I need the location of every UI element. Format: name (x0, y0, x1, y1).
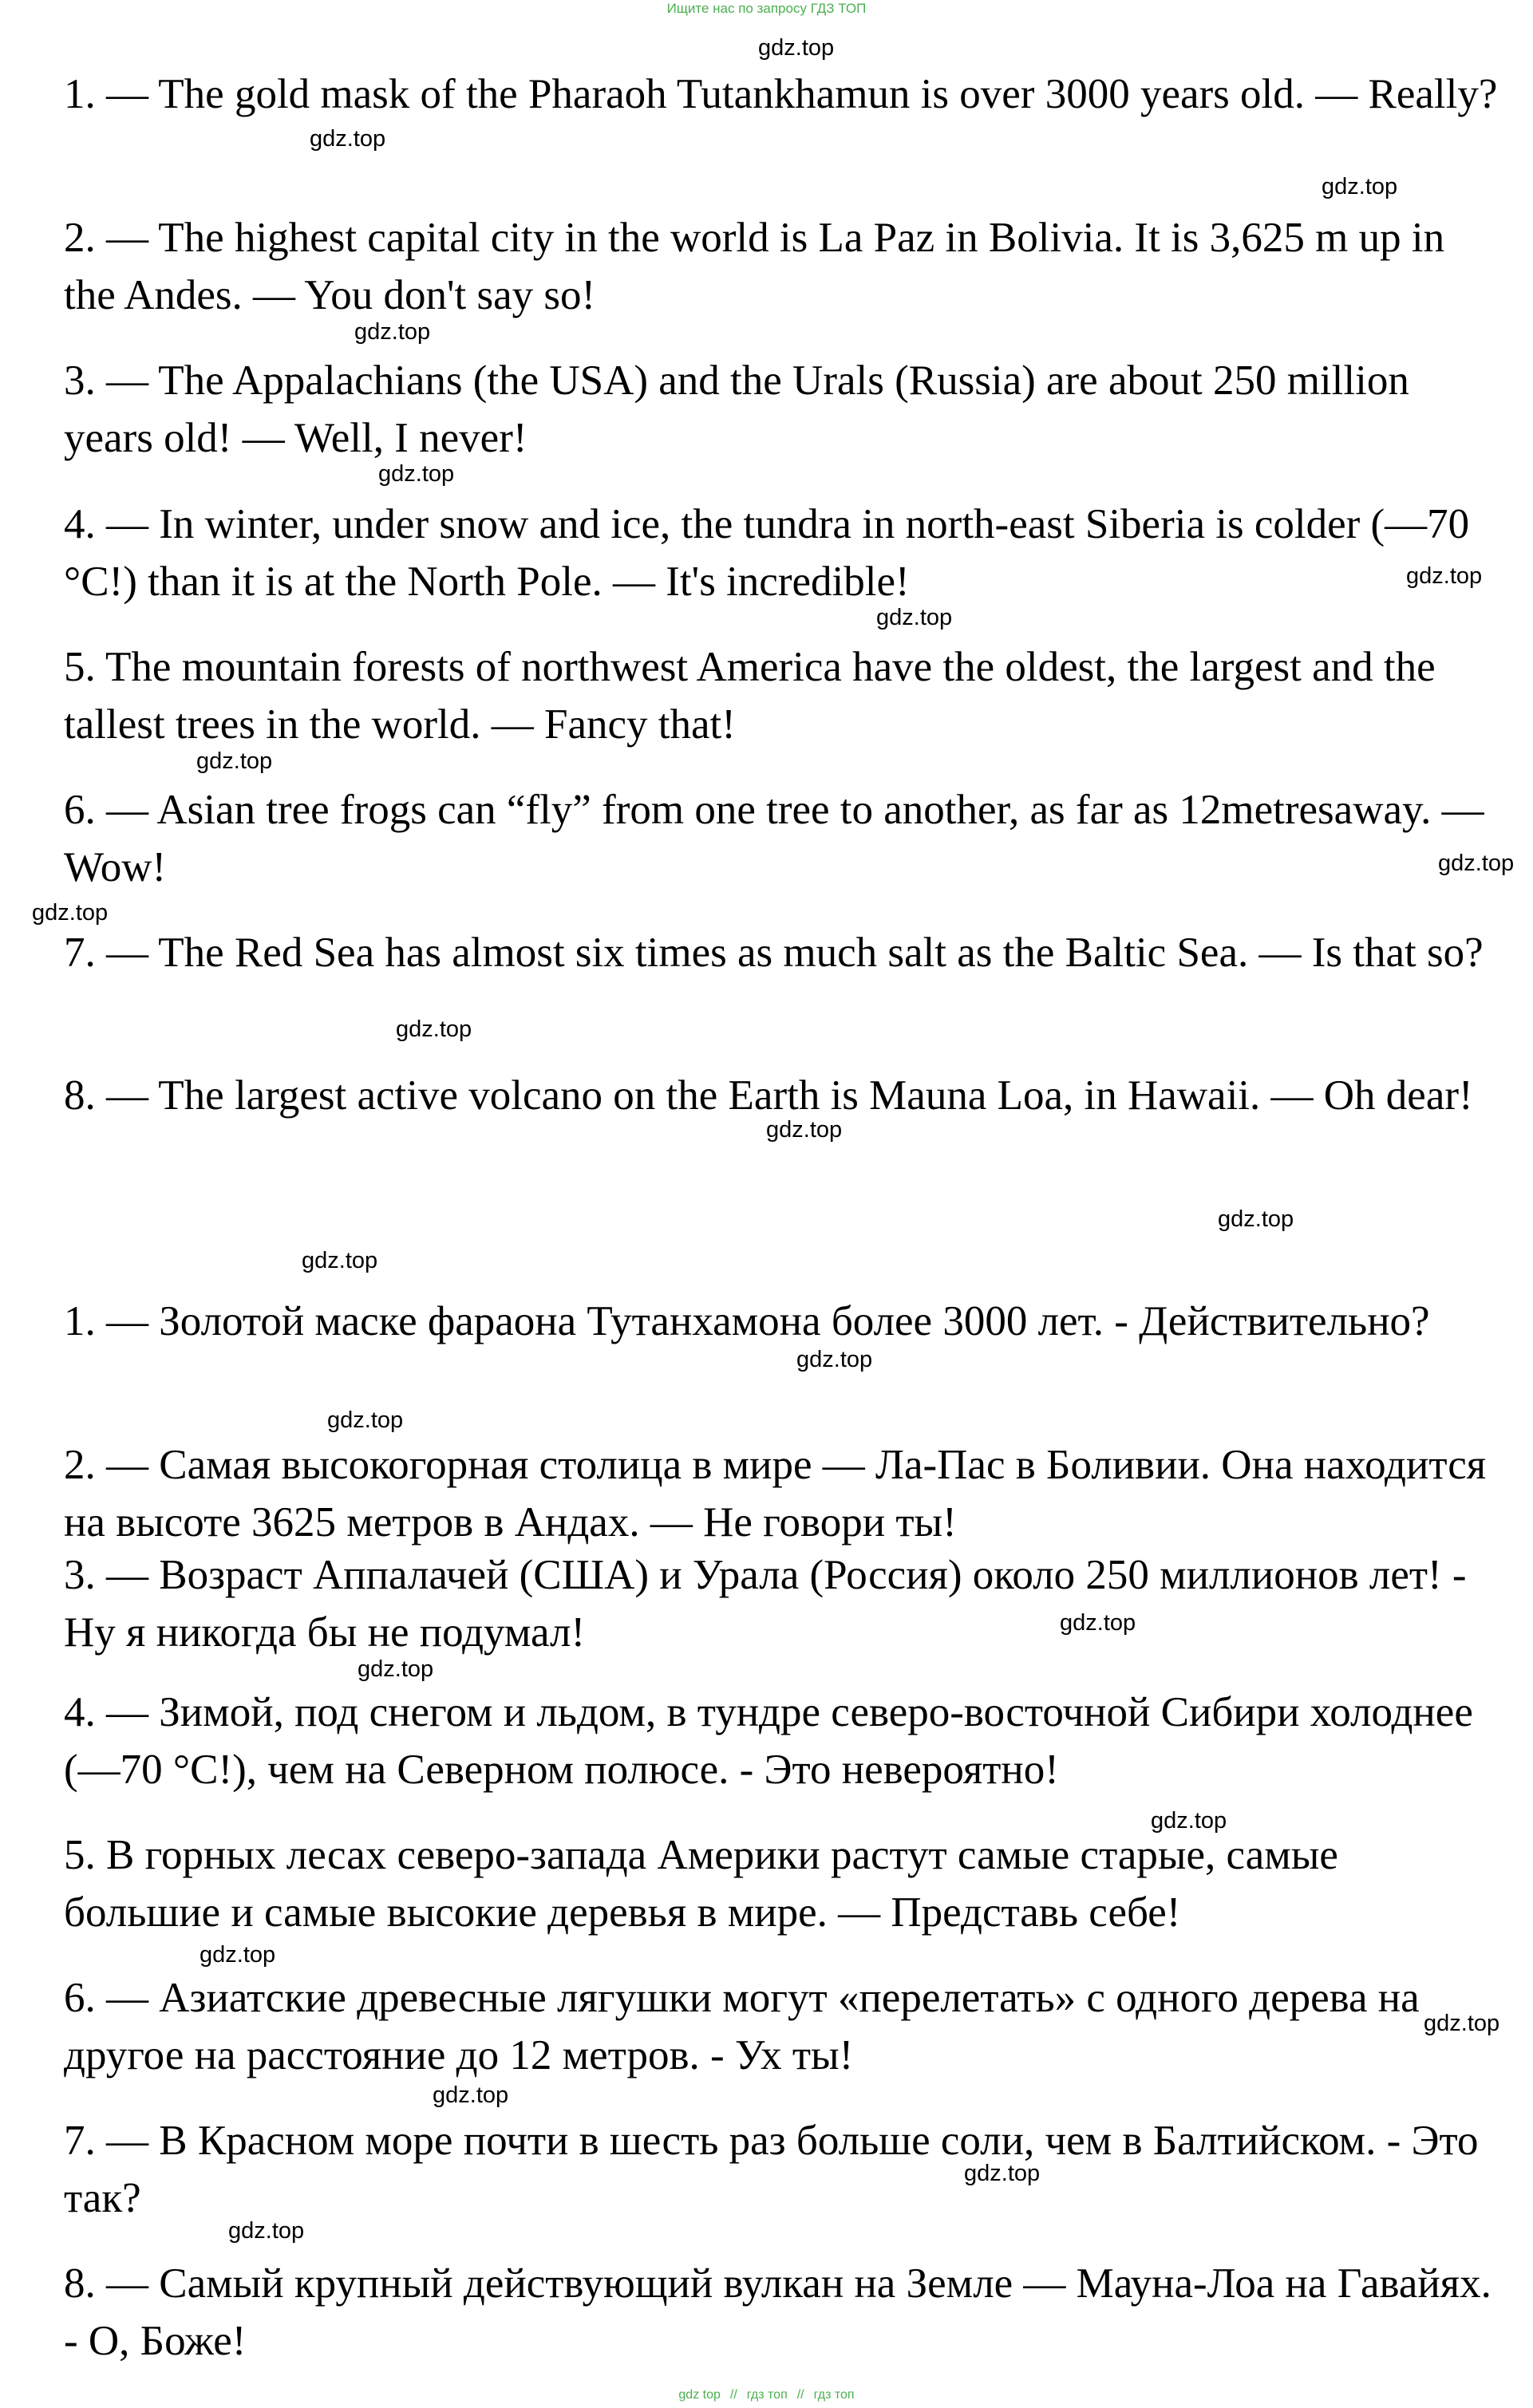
english-item-6: 6. — Asian tree frogs can “fly” from one tree to another, as far as 12metresaway. — Wow! (64, 787, 1484, 890)
watermark: gdz.top (196, 748, 273, 774)
watermark: gdz.top (796, 1347, 873, 1372)
watermark: gdz.top (1322, 174, 1398, 199)
english-item-2: 2. — The highest capital city in the world is La Paz in Bolivia. It is 3,625 m up in the Andes. — You don't say so! (64, 215, 1445, 318)
watermark: gdz.top (1424, 2011, 1500, 2036)
russian-item-6: 6. — Азиатские древесные лягушки могут «перелетать» с одного дерева на другое на расстояние до 12 метров. - Ух ты! (64, 1975, 1420, 2078)
watermark: gdz.top (200, 1942, 276, 1968)
watermark: gdz.top (758, 35, 835, 61)
watermark: gdz.top (1438, 851, 1515, 876)
watermark: gdz.top (433, 2082, 509, 2108)
footer-part: гдз топ (813, 2388, 855, 2402)
english-item-7: 7. — The Red Sea has almost six times as much salt as the Baltic Sea. — Is that so? (64, 930, 1484, 976)
english-item-5: 5. The mountain forests of northwest America have the oldest, the largest and the tallest trees in the world. — Fancy that! (64, 644, 1436, 748)
russian-item-2: 2. — Самая высокогорная столица в мире — Ла-Пас в Боливии. Она находится на высоте 3625 метров в Андах. — Не говори ты! (64, 1442, 1487, 1545)
watermark: gdz.top (302, 1248, 378, 1273)
russian-item-7: 7. — В Красном море почти в шесть раз больше соли, чем в Балтийском. - Это так? (64, 2118, 1479, 2221)
watermark: gdz.top (396, 1016, 472, 1042)
russian-item-5: 5. В горных лесах северо-запада Америки растут самые старые, самые большие и самые высокие деревья в мире. — Представь себе! (64, 1832, 1338, 1936)
watermark: gdz.top (1218, 1206, 1294, 1232)
watermark: gdz.top (964, 2161, 1041, 2186)
watermark: gdz.top (358, 1656, 434, 1682)
footer-separator: // (729, 2388, 737, 2402)
english-item-1: 1. — The gold mask of the Pharaoh Tutankhamun is over 3000 years old. — Really? (64, 71, 1498, 117)
watermark: gdz.top (354, 319, 431, 345)
russian-item-1: 1. — Золотой маске фараона Тутанхамона более 3000 лет. - Действительно? (64, 1298, 1430, 1344)
watermark: gdz.top (1151, 1808, 1227, 1834)
watermark: gdz.top (310, 126, 386, 152)
watermark: gdz.top (378, 461, 455, 487)
russian-item-8: 8. — Самый крупный действующий вулкан на Земле — Мауна-Лоа на Гавайях. - О, Боже! (64, 2260, 1492, 2364)
watermark: gdz.top (327, 1407, 404, 1433)
header-note: Ищите нас по запросу ГДЗ ТОП (666, 1, 867, 16)
watermark: gdz.top (876, 605, 953, 630)
watermark: gdz.top (32, 900, 109, 926)
russian-item-4: 4. — Зимой, под снегом и льдом, в тундре северо-восточной Сибири холоднее (—70 °C!), чем на Северном полюсе. - Это невероятно! (64, 1689, 1473, 1793)
watermark: gdz.top (1060, 1610, 1136, 1636)
russian-item-3: 3. — Возраст Аппалачей (США) и Урала (Россия) около 250 миллионов лет! - Ну я никогда бы не подумал! (64, 1552, 1467, 1656)
english-item-8: 8. — The largest active volcano on the Earth is Mauna Loa, in Hawaii. — Oh dear! (64, 1072, 1473, 1119)
english-item-4: 4. — In winter, under snow and ice, the tundra in north-east Siberia is colder (—70 °C!) than it is at the North Pole. — It's incredible! (64, 501, 1470, 605)
watermark: gdz.top (228, 2218, 305, 2244)
english-item-3: 3. — The Appalachians (the USA) and the Urals (Russia) are about 250 million years old! — Well, I never! (64, 357, 1409, 461)
watermark: gdz.top (766, 1117, 843, 1143)
watermark: gdz.top (1406, 563, 1483, 589)
footer-part: гдз топ (746, 2388, 788, 2402)
footer-note (0, 2387, 1533, 2403)
footer-part: gdz top (678, 2388, 721, 2402)
footer-separator: // (796, 2388, 804, 2402)
